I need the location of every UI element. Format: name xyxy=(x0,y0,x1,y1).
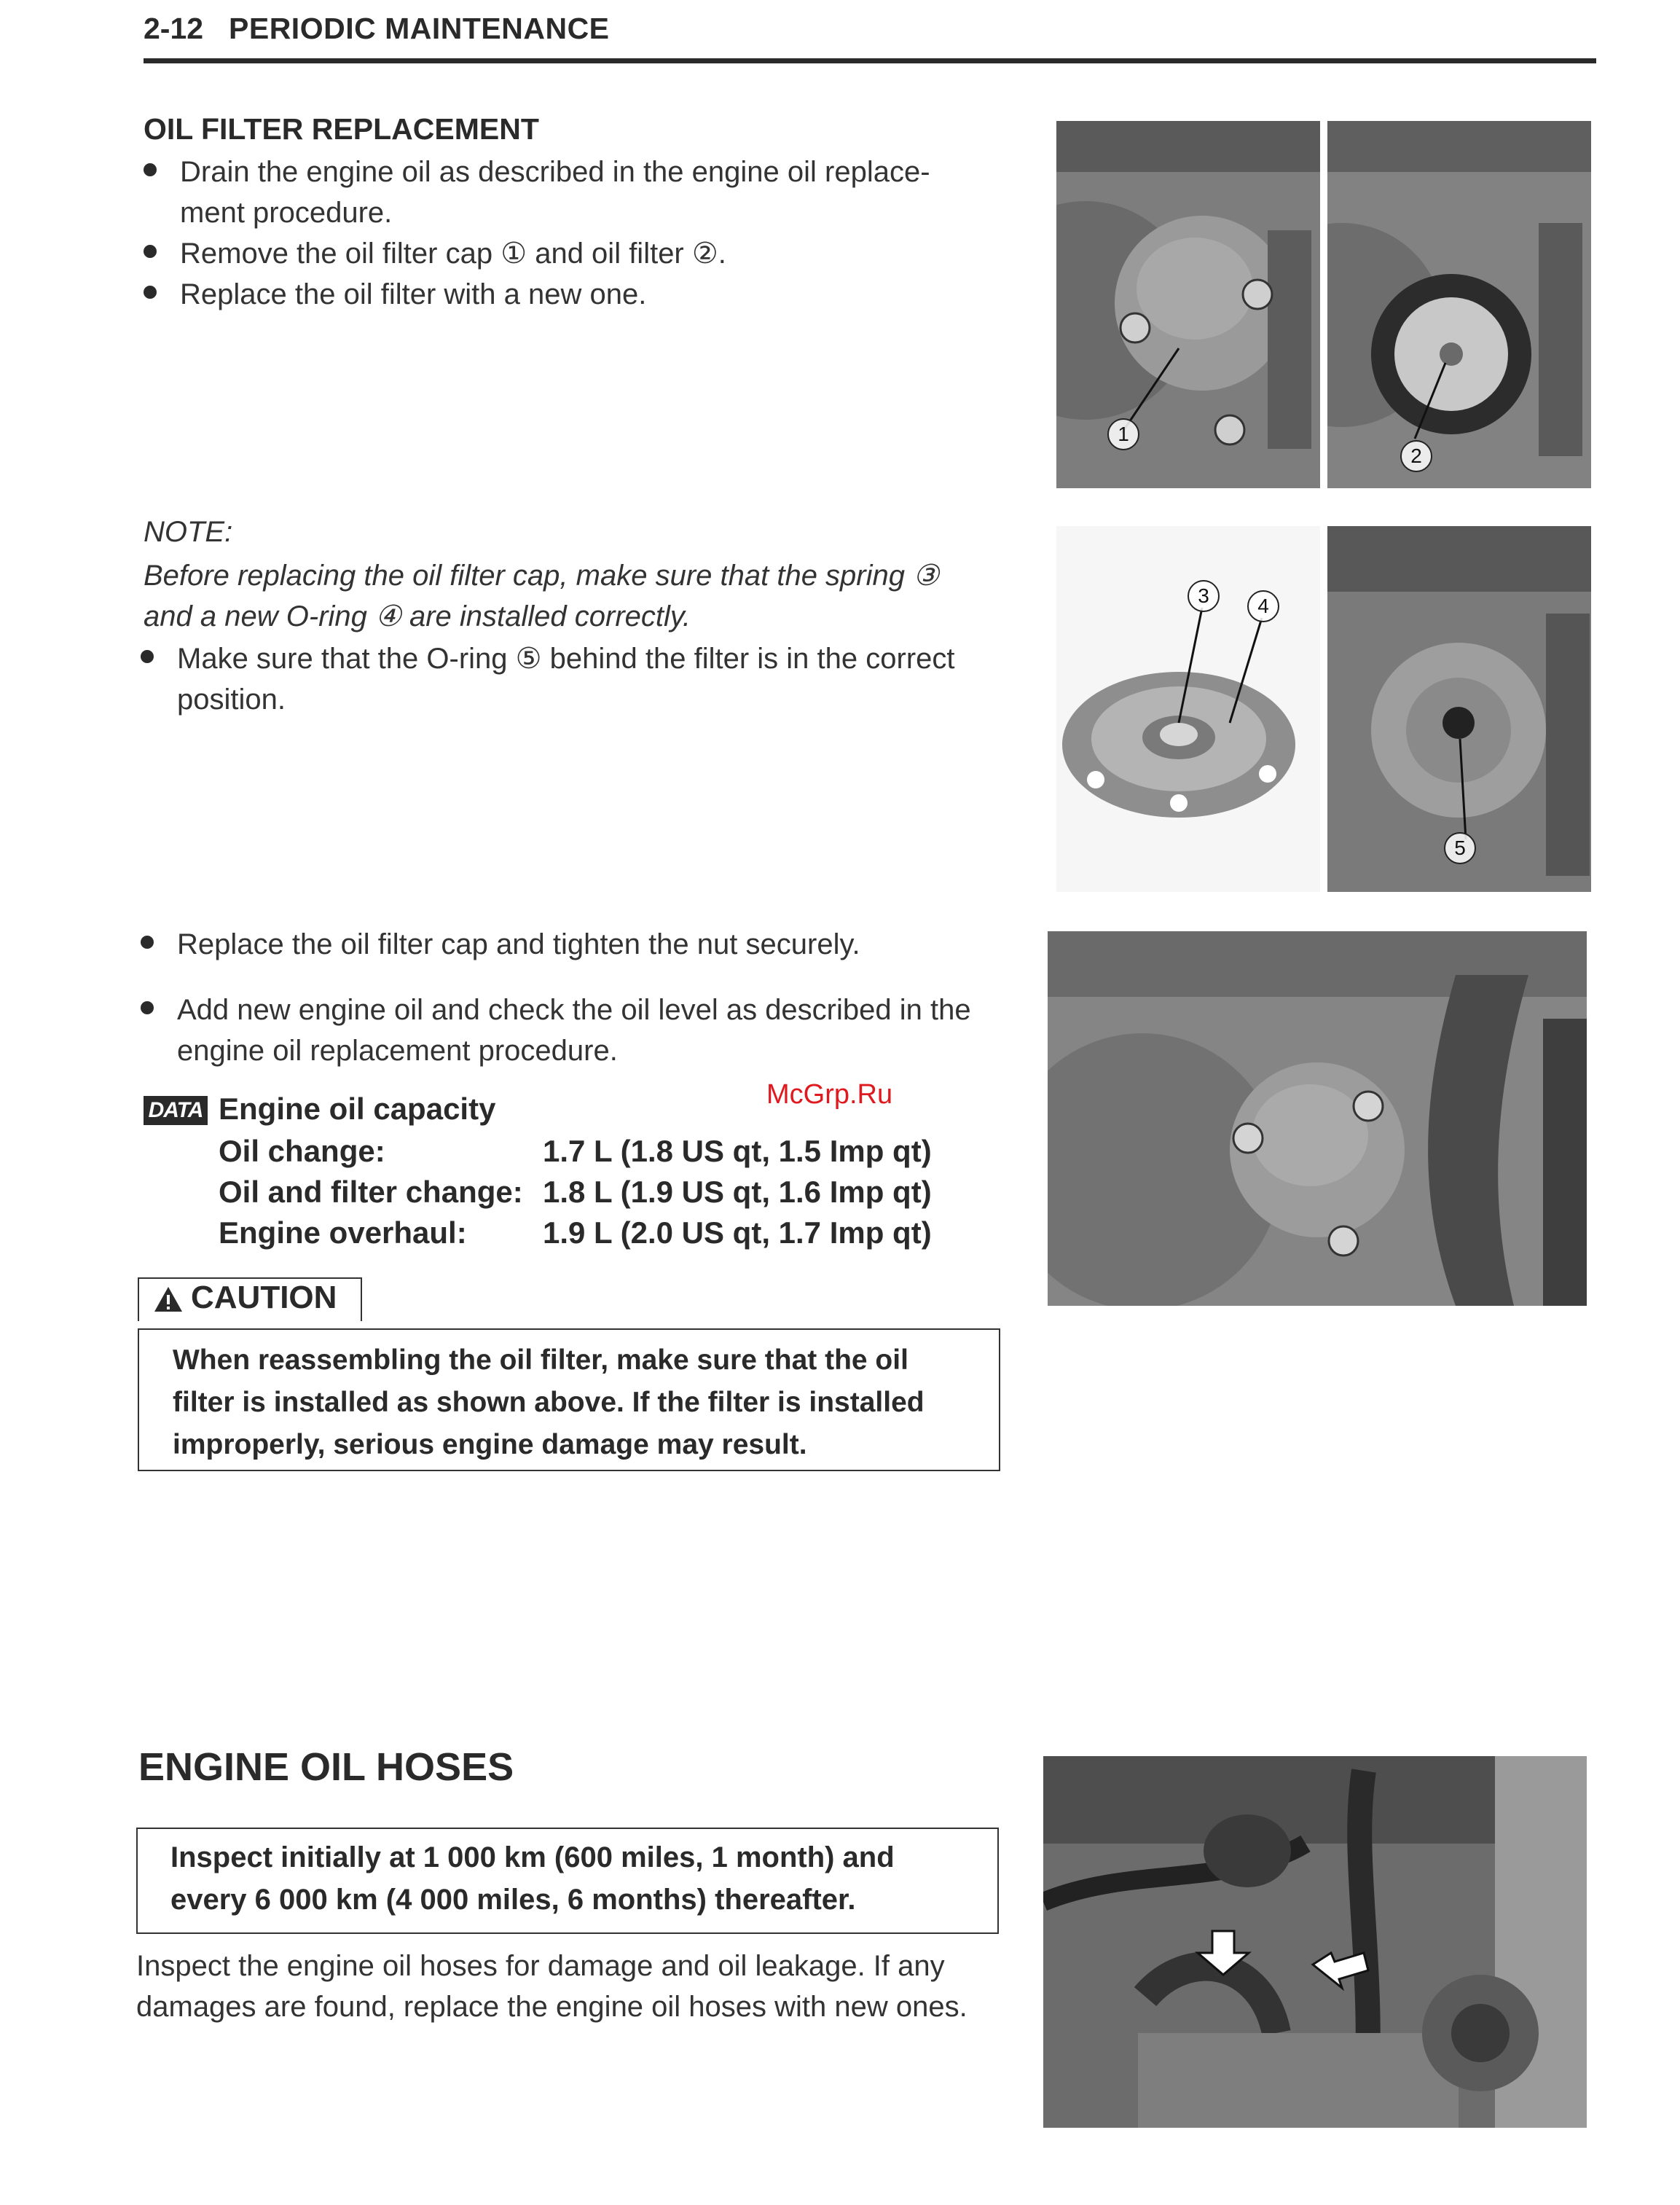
page-number: 2-12 xyxy=(144,12,204,45)
caution-line: improperly, serious engine damage may result. xyxy=(173,1429,807,1460)
bullet-dot xyxy=(144,286,157,299)
ref-number: ① xyxy=(501,238,527,270)
caution-text xyxy=(173,1339,981,1466)
photo-cap-spring xyxy=(1056,526,1320,892)
spec-value: 1.7 L (1.8 US qt, 1.5 Imp qt) xyxy=(543,1134,932,1168)
section-title: PERIODIC MAINTENANCE xyxy=(229,12,610,45)
body-line: damages are found, replace the engine oil hoses with new ones. xyxy=(136,1991,967,2023)
photo-oil-filter xyxy=(1327,121,1591,488)
capacity-title: Engine oil capacity xyxy=(219,1092,496,1126)
bullet-dot xyxy=(141,936,154,949)
note-line: Before replacing the oil filter cap, make sure that the spring xyxy=(144,560,905,592)
ref-number: ② xyxy=(691,238,718,270)
step-replace-cap xyxy=(141,924,1015,965)
caution-line: When reassembling the oil filter, make sure that the oil xyxy=(173,1344,908,1376)
spec-value: 1.8 L (1.9 US qt, 1.6 Imp qt) xyxy=(543,1175,932,1209)
spec-label: Oil change: xyxy=(219,1134,385,1168)
spec-value: 1.9 L (2.0 US qt, 1.7 Imp qt) xyxy=(543,1215,932,1250)
step-remove xyxy=(144,233,1018,274)
note-label: NOTE: xyxy=(144,516,233,548)
ref-number: ⑤ xyxy=(515,643,542,675)
photo-installed-cap xyxy=(1048,931,1587,1306)
watermark: McGrp.Ru xyxy=(766,1079,893,1110)
photo-oil-hoses xyxy=(1043,1756,1587,2128)
step-text: ment procedure. xyxy=(180,197,393,229)
interval-line: Inspect initially at 1 000 km (600 miles, 1 month) and xyxy=(170,1841,895,1873)
bullet-dot xyxy=(144,245,157,258)
interval-text xyxy=(170,1836,979,1921)
callout-5: 5 xyxy=(1444,832,1476,864)
caution-label: CAUTION xyxy=(191,1280,337,1315)
photo-filter-cap xyxy=(1056,121,1320,488)
spec-label: Oil and filter change: xyxy=(219,1175,523,1209)
step-text: Drain the engine oil as described in the engine oil replace- xyxy=(180,156,930,188)
step-text: Replace the oil filter with a new one. xyxy=(180,278,647,310)
note-line: and a new O-ring xyxy=(144,600,367,632)
bullet-dot xyxy=(141,1001,154,1014)
step-text: and oil filter xyxy=(535,238,684,270)
callout-1: 1 xyxy=(1107,418,1139,450)
note-text xyxy=(144,555,1018,637)
ref-number: ④ xyxy=(374,600,401,632)
data-badge: DATA xyxy=(144,1096,208,1125)
callout-4: 4 xyxy=(1247,590,1279,622)
step-text: position. xyxy=(177,684,286,716)
step-add-oil xyxy=(141,990,1015,1071)
callout-2: 2 xyxy=(1400,440,1432,472)
step-oring xyxy=(141,638,1015,720)
hoses-heading: ENGINE OIL HOSES xyxy=(138,1745,514,1789)
step-replace xyxy=(144,274,1018,315)
body-line: Inspect the engine oil hoses for damage and oil leakage. If any xyxy=(136,1950,945,1982)
step-drain xyxy=(144,152,1018,233)
photo-oring xyxy=(1327,526,1591,892)
step-text: engine oil replacement procedure. xyxy=(177,1035,618,1067)
interval-line: every 6 000 km (4 000 miles, 6 months) thereafter. xyxy=(170,1884,856,1916)
step-text: behind the filter is in the correct xyxy=(549,643,955,675)
header-rule xyxy=(144,58,1596,63)
callout-3: 3 xyxy=(1188,580,1220,612)
step-text: Make sure that the O-ring xyxy=(177,643,508,675)
oil-filter-heading: OIL FILTER REPLACEMENT xyxy=(144,112,539,146)
hoses-body xyxy=(136,1946,1025,2027)
note-line: are installed correctly. xyxy=(409,600,691,632)
warning-icon xyxy=(153,1285,184,1313)
spec-label: Engine overhaul: xyxy=(219,1215,467,1250)
caution-line: filter is installed as shown above. If the filter is installed xyxy=(173,1387,925,1418)
ref-number: ③ xyxy=(913,560,939,592)
bullet-dot xyxy=(144,163,157,176)
step-text: Remove the oil filter cap xyxy=(180,238,493,270)
step-text: . xyxy=(718,238,726,270)
step-text: Add new engine oil and check the oil level as described in the xyxy=(177,994,971,1026)
bullet-dot xyxy=(141,650,154,663)
step-text: Replace the oil filter cap and tighten the nut securely. xyxy=(177,928,860,960)
